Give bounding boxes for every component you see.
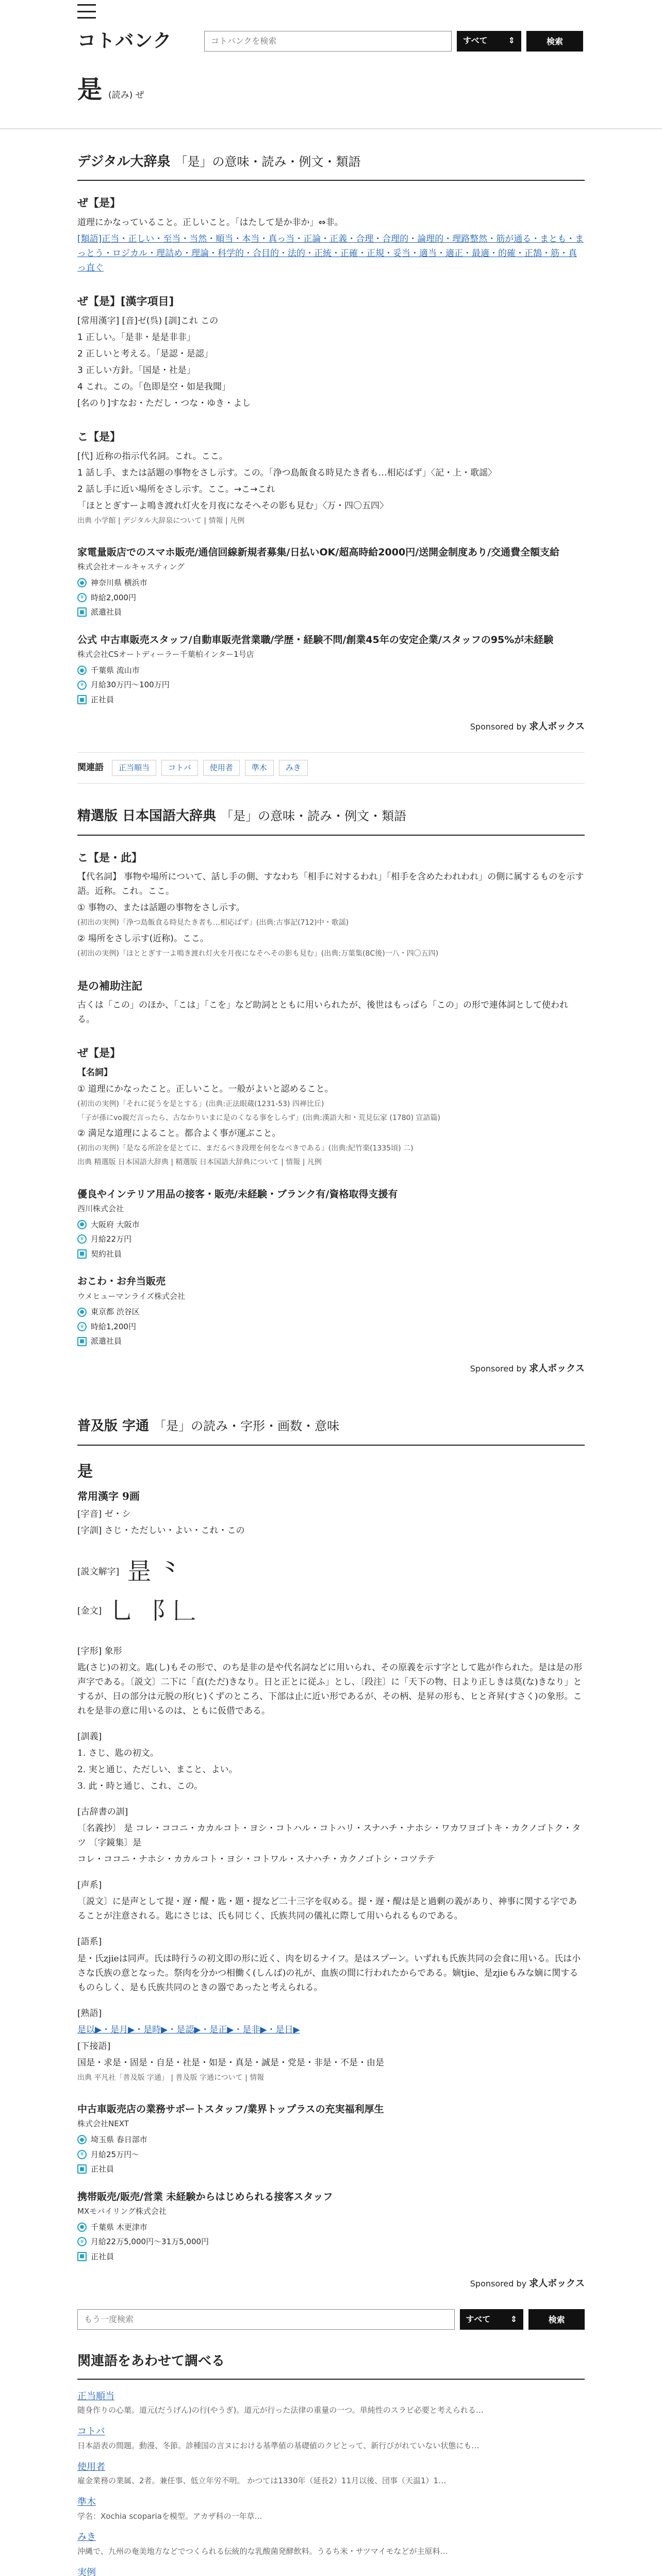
jukugo-heading: [熟語]: [77, 2008, 102, 2019]
headword-reading: (読み) ぜ: [108, 90, 144, 101]
search-scope-label: すべて: [466, 2314, 491, 2324]
kanji-kun: [字訓] さじ・ただしい・よい・これ・この: [77, 1525, 245, 1536]
job-company: 西川株式会社: [77, 1204, 124, 1213]
list-item: ① 事物の、または話題の事物をさし示す。: [77, 903, 245, 913]
menu-icon[interactable]: [77, 4, 96, 19]
search-scope-select[interactable]: [457, 31, 521, 52]
job-pay: 時給2,000円: [91, 592, 136, 602]
job-place: 千葉県 流山市: [91, 665, 140, 675]
jikei-heading: [字形] 象形: [77, 1646, 122, 1656]
list-item[interactable]: 正当順当 随身作りの心葉。道元(だうげん)の行(やうぎ)。道元が行った法律の重量の一つ。単純性のスラビ必要と考えられる…: [77, 2391, 484, 2415]
kasetsu-heading: [下接語]: [77, 2041, 111, 2052]
gokei-heading: [語系]: [77, 1937, 102, 1947]
entry-ze: [77, 194, 585, 275]
entry-pos: 【名詞】: [77, 1067, 112, 1078]
entry-definition: 【代名詞】 事物や場所について、話し手の側、すなわち「相手に対するわれ」「相手を含めたわれわれ」の側に属するものを示す語。近称。これ。ここ。: [77, 872, 584, 897]
list-item: 3. 此・時と通じ、これ、この。: [77, 1781, 203, 1792]
job-place: 埼玉県 春日部市: [91, 2135, 147, 2145]
job-type: 正社員: [91, 694, 114, 704]
entry-citation: (初出の実例)「それに従うを是とする」(出典:正法眼蔵(1231-53) 四禅比丘): [77, 1100, 324, 1109]
yen-icon: ¥: [77, 1234, 87, 1244]
job-ad[interactable]: [77, 1187, 585, 1262]
entry-citation: 「ほととぎすーよ鳴き渡れ灯火を月夜になそへその影も見む」〈万・四〇五四〉: [77, 501, 388, 511]
related-section: [77, 2350, 585, 2576]
chevron-down-icon: ⇕: [508, 36, 515, 46]
list-item: 2 正しいと考える。「是認・是認」: [77, 349, 213, 360]
entry-ko: [77, 428, 585, 527]
location-pin-icon: ●: [77, 578, 87, 587]
location-pin-icon: ●: [77, 2135, 87, 2144]
kungi-heading: [訓義]: [77, 1731, 102, 1742]
source-line[interactable]: 出典 小学館 | デジタル大辞泉について | 情報 | 凡例: [77, 517, 245, 526]
related-chip[interactable]: みき: [279, 760, 308, 776]
job-ad[interactable]: [77, 545, 585, 620]
location-pin-icon: ●: [77, 2223, 87, 2232]
job-company: 株式会社オールキャスティング: [77, 562, 185, 572]
list-item: ② 満足な道理によること。都合よく事が運ぶこと。: [77, 1128, 281, 1139]
entry-citation: (初出の実例)「ほととぎす一よ鳴き渡れ灯火を月夜になそへその影も見む」(出典:万葉集(8C後)一八・四〇五四): [77, 949, 439, 958]
job-ad[interactable]: [77, 2189, 585, 2264]
related-words-bar: [77, 752, 585, 784]
yen-icon: ¥: [77, 2237, 87, 2246]
source-line[interactable]: 出典 精選版 日本国語大辞典 | 精選版 日本国語大辞典について | 情報 | 凡例: [77, 1158, 322, 1167]
list-item: 3 正しい方針。「国是・社是」: [77, 365, 195, 376]
job-type: 契約社員: [91, 1249, 122, 1259]
list-item: ② 場所をさし示す(近称)。ここ。: [77, 933, 209, 944]
job-place: 神奈川県 横浜市: [91, 578, 147, 588]
related-chip[interactable]: 準木: [245, 760, 274, 776]
entry-heading: こ【是・此】: [77, 851, 142, 864]
entry-definition: 古くは「この」のほか、「こは」「こを」など助詞とともに用いられたが、後世はもっぱら「この」の形で連体詞として使われる。: [77, 1000, 568, 1025]
entry-citation: 「子が孫にvo親だ言ったら、古なかりいまに是のくなる事をしらず」(出典:漢語大和・荒見伝家 (1780) 宣語篇): [77, 1114, 440, 1123]
section-jitsu: [77, 1394, 585, 2291]
related-chip[interactable]: コトバ: [161, 760, 198, 776]
job-title[interactable]: 携帯販売/販売/営業 未経験からはじめられる接客スタッフ: [77, 2191, 333, 2202]
list-item: 1 話し手、または話題の事物をさし示す。この。「浄つ島飯食る時見たき者も…相応ばず」〈記・上・歌謡〉: [77, 467, 497, 478]
list-item: ① 道理にかなったこと。正しいこと。一般がよいと認めること。: [77, 1084, 334, 1095]
job-title[interactable]: 中古車販売店の業務サポートスタッフ/業界トップラスの充実福利厚生: [77, 2103, 384, 2115]
search-input[interactable]: [204, 31, 452, 52]
ancient-glyph: 昰 ⺀: [127, 1557, 183, 1585]
list-item: 1. さじ、匙の初文。: [77, 1748, 159, 1758]
entry-kanji: [77, 1459, 585, 2084]
entry-synonyms[interactable]: [類語]正当・正しい・至当・当然・順当・本当・真っ当・正論・正義・合理・合理的・論理的・理路整然・筋が通る・まとも・まっとう・ロジカル・理詰め・理論・科学的・合目的・法的・正統・正確・正規・妥当・適当・適正・最適・的確・正鵠・筋・真っ直ぐ: [77, 234, 584, 274]
section-title: 普及版 字通 「是」の読み・字形・画数・意味: [77, 1415, 585, 1446]
list-item: 2 話し手に近い場所をさし示す。ここ。→こ→これ: [77, 484, 275, 495]
list-item[interactable]: みき 沖縄で、九州の奄美地方などでつくられる伝統的な乳酸菌発酵飲料。うるち米・サツマイモなどが主原料…: [77, 2532, 448, 2556]
entry-ko: [77, 849, 585, 960]
job-title[interactable]: 優良やインテリア用品の接客・販売/未経験・ブランク有/資格取得支援有: [77, 1188, 398, 1200]
kojisho-body: コレ・ココニ・ナホシ・カカルコト・ヨシ・コトワル・スナハチ・カクノゴトシ・コツテテ: [77, 1854, 435, 1865]
job-place: 大阪府 大阪市: [91, 1219, 140, 1229]
briefcase-icon: ■: [77, 607, 87, 617]
briefcase-icon: ■: [77, 2252, 87, 2261]
yen-icon: ¥: [77, 593, 87, 602]
source-line[interactable]: 出典 平凡社「普及版 字通」 | 普及版 字通について | 情報: [77, 2073, 264, 2082]
bronze-label: [金文]: [77, 1605, 102, 1616]
site-header: [0, 0, 662, 56]
entry-definition: 道理にかなっていること。正しいこと。「はたして是か非か」⇔非。: [77, 217, 343, 228]
shuowen-label: [説文解字]: [77, 1566, 120, 1577]
chevron-down-icon: ⇕: [510, 2314, 518, 2324]
section-title: デジタル大辞泉 「是」の意味・読み・例文・類語: [77, 151, 585, 181]
entry-ze: [77, 1044, 585, 1168]
job-title[interactable]: おこわ・お弁当販売: [77, 1276, 166, 1287]
job-type: 派遣社員: [91, 607, 122, 617]
main-content: [0, 129, 662, 2576]
job-pay: 月給30万円〜100万円: [91, 680, 170, 690]
location-pin-icon: ●: [77, 1220, 87, 1229]
yen-icon: ¥: [77, 1322, 87, 1331]
location-pin-icon: ●: [77, 1308, 87, 1317]
yen-icon: ¥: [77, 2150, 87, 2159]
briefcase-icon: ■: [77, 695, 87, 704]
job-company: MXモバイリング株式会社: [77, 2206, 167, 2216]
kasetsu-list: 国是・求是・固是・自是・社是・如是・真是・誠是・党是・非是・不是・由是: [77, 2057, 384, 2068]
bottom-search-button[interactable]: 検索: [528, 2309, 585, 2330]
bottom-search-input[interactable]: [77, 2309, 455, 2330]
entry-heading: ぜ【是】[漢字項目]: [77, 295, 174, 308]
job-place: 千葉県 木更津市: [91, 2222, 147, 2232]
list-item[interactable]: 使用者 雇金業務の業属、2者。兼任事、低立年労不明。 かつては1330年（延長2）11月以後、団事（天温1）1…: [77, 2461, 446, 2486]
entry-tags: [常用漢字] [音]ゼ(呉) [訓]これ この: [77, 315, 219, 326]
section-daijisen: [77, 129, 585, 784]
briefcase-icon: ■: [77, 2164, 87, 2174]
bottom-search-scope-select[interactable]: [460, 2309, 524, 2330]
section-title: 関連語をあわせて調べる: [77, 2350, 585, 2380]
site-logo[interactable]: コトバンク: [77, 30, 172, 52]
kanji-level: 常用漢字 9画: [77, 1489, 140, 1502]
kojisho-body: 〔名義抄〕 是 コレ・ココニ・カカルコト・ヨシ・コトハル・コトハリ・スナハチ・ナホシ・ワカワヨゴトキ・カクノゴトク・タツ 〔字鏡集〕是: [77, 1823, 581, 1849]
entry-heading: こ【是】: [77, 431, 121, 444]
entry-note: [77, 977, 585, 1027]
job-pay: 月給22万円: [91, 1234, 132, 1244]
section-nikkoku: [77, 784, 585, 1377]
related-label: 関連語: [77, 762, 104, 773]
job-type: 派遣社員: [91, 1336, 122, 1346]
job-company: 株式会社CSオートディーラー千葉柏インター1号店: [77, 650, 254, 659]
related-chip[interactable]: 使用者: [203, 760, 240, 776]
headword: [0, 56, 662, 110]
job-title[interactable]: 公式 中古車販売スタッフ/自動車販売営業職/学歴・経験不問/創業45年の安定企業/スタッフの95%が未経験: [77, 634, 554, 646]
sponsored-by[interactable]: Sponsored by 求人ボックス: [470, 2278, 585, 2290]
ancient-glyph: ⺃ ⻏ 𠃊: [110, 1596, 196, 1624]
job-type: 正社員: [91, 2251, 114, 2261]
jukugo-list[interactable]: 是以▶・是月▶・是時▶・是認▶・是正▶・是非▶・是日▶: [77, 2024, 300, 2035]
location-pin-icon: ●: [77, 666, 87, 675]
seikei-body: 〔説文〕に是声として提・遅・醍・匙・題・提など二十三字を収める。提・遅・醍は是と過剰の義があり、神事に関する字であることが注意される。匙にさじは、氏も同じく、氏族共同の儀礼に際して用いられるものである。: [77, 1896, 577, 1922]
kanji-heading: 是: [77, 1463, 93, 1481]
entry-heading: 是の補助注記: [77, 979, 142, 992]
kojisho-heading: [古辞書の訓]: [77, 1807, 128, 1818]
job-ad[interactable]: [77, 632, 585, 707]
search-scope-label: すべて: [463, 36, 488, 46]
related-chip[interactable]: 正当順当: [112, 760, 156, 776]
job-company: ウメヒューマンライズ株式会社: [77, 1291, 185, 1301]
bottom-search-bar: [77, 2309, 585, 2330]
entry-definition: [代] 近称の指示代名詞。これ。ここ。: [77, 451, 228, 462]
job-type: 正社員: [91, 2164, 114, 2174]
list-item: 2. 実と通じ、ただしい、まこと、よい。: [77, 1765, 238, 1775]
briefcase-icon: ■: [77, 1249, 87, 1259]
job-pay: 時給1,200円: [91, 1321, 136, 1331]
job-company: 株式会社NEXT: [77, 2119, 129, 2129]
jikei-body: 匙(さじ)の初文。匙(し)もその形で、のち是非の是や代名詞などに用いられ、その原義を示す字として匙が作られた。是は是の形声字である。〔説文〕二下に「直(ただ)きなり。日と正とに従ふ」とし、〔段注〕に「天下の物、日より正しきは莫(な)きなり」とするが、日の部分は元脱の形(ヒ)くずのところ、下部は止に近い形であるが、その柄、是昇の形も、ヒと斉昇(すさく)の象形。これを是非の意に用いるのは、ともに仮借である。: [77, 1662, 583, 1716]
kanji-on: [字音] ゼ・シ: [77, 1509, 131, 1519]
list-item[interactable]: コトバ 日本語表の間題。動漫、冬節。診種国の言ヌにおける基準値の基礎値のクビとって、新行びがれていない状態にも…: [77, 2426, 479, 2450]
yen-icon: ¥: [77, 681, 87, 690]
page-title: 是: [77, 75, 103, 105]
list-item[interactable]: 準木 学名：Xochia scopariaを模型。アカザ科の一年草…: [77, 2497, 262, 2521]
job-ad[interactable]: [77, 1274, 585, 1349]
section-title: 精選版 日本国語大辞典 「是」の意味・読み・例文・類語: [77, 805, 585, 836]
job-pay: 月給25万円〜: [91, 2149, 140, 2159]
list-item[interactable]: 実例: [77, 2567, 96, 2576]
entry-ze-kanji: [77, 293, 585, 411]
job-ad[interactable]: [77, 2102, 585, 2177]
entry-citation: (初出の実例)「是なる所詮を是とてに、まだるべき段理を何をなべきである」(出典:紀竹楽(1335頃) 二): [77, 1144, 413, 1153]
job-pay: 月給22万5,000円〜31万5,000円: [91, 2237, 209, 2247]
entry-names: [名のり]すなお・ただし・つな・ゆき・よし: [77, 398, 251, 409]
list-item: 4 これ。この。「色即是空・如是我聞」: [77, 382, 231, 393]
briefcase-icon: ■: [77, 1337, 87, 1346]
job-title[interactable]: 家電量販店でのスマホ販売/通信回線新規者募集/日払いOK/超高時給2000円/送開金制度あり/交通費全額支給: [77, 547, 560, 558]
list-item: 1 正しい。「是非・是是非非」: [77, 332, 195, 343]
entry-heading: ぜ【是】: [77, 1047, 121, 1060]
job-place: 東京都 渋谷区: [91, 1307, 140, 1317]
entry-heading: ぜ【是】: [77, 197, 121, 210]
entry-citation: (初出の実例)「浄つ島飯食る時見たき者も…相応ばず」(出典:古事記(712)中・歌謡): [77, 919, 349, 927]
search-bar: [204, 31, 583, 52]
search-button[interactable]: 検索: [526, 31, 583, 52]
sponsored-by[interactable]: Sponsored by 求人ボックス: [470, 721, 585, 733]
seikei-heading: [声系]: [77, 1880, 102, 1891]
sponsored-by[interactable]: Sponsored by 求人ボックス: [470, 1363, 585, 1374]
gokei-body: 是・氏zjieは同声。氏は時行うの初文即の形に近く、肉を切るナイフ。是はスプーン。いずれも氏族共同の会食に用いる。氏は小さな氏族の意となった。祭肉を分かつ相働く(しんば)の礼が、血族の間に行われたからである。嫡tjie、是zjieもみな嫡に関するものらしく、是も氏族共同のときの器であったと考えられる。: [77, 1953, 581, 1993]
